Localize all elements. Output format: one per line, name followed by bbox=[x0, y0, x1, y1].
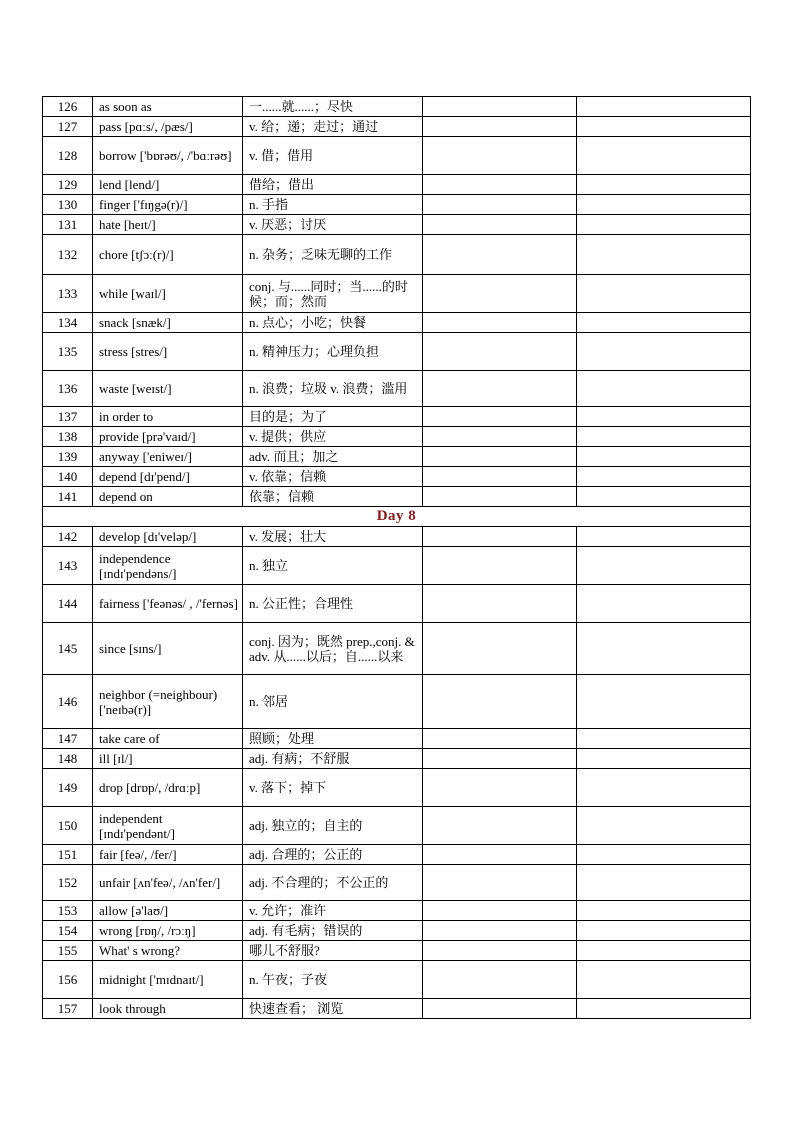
entry-meaning: 快速查看； 浏览 bbox=[243, 999, 423, 1019]
table-row bbox=[43, 371, 751, 407]
entry-number: 141 bbox=[43, 487, 93, 507]
entry-meaning: n. 手指 bbox=[243, 195, 423, 215]
entry-word: provide [prə'vaɪd/] bbox=[93, 427, 243, 447]
blank-cell-2 bbox=[577, 447, 751, 467]
entry-number: 155 bbox=[43, 941, 93, 961]
table-row bbox=[43, 749, 751, 769]
blank-cell-2 bbox=[577, 371, 751, 407]
blank-cell-1 bbox=[423, 527, 577, 547]
entry-number: 148 bbox=[43, 749, 93, 769]
entry-word: since [sɪns/] bbox=[93, 623, 243, 675]
entry-word: take care of bbox=[93, 729, 243, 749]
blank-cell-2 bbox=[577, 235, 751, 275]
entry-meaning: n. 邻居 bbox=[243, 675, 423, 729]
table-row bbox=[43, 527, 751, 547]
blank-cell-1 bbox=[423, 371, 577, 407]
entry-word: finger ['fɪŋgə(r)/] bbox=[93, 195, 243, 215]
entry-number: 134 bbox=[43, 313, 93, 333]
blank-cell-2 bbox=[577, 941, 751, 961]
table-row bbox=[43, 961, 751, 999]
entry-word: depend [dɪ'pend/] bbox=[93, 467, 243, 487]
table-row bbox=[43, 235, 751, 275]
entry-meaning: v. 落下；掉下 bbox=[243, 769, 423, 807]
table-row bbox=[43, 117, 751, 137]
blank-cell-2 bbox=[577, 547, 751, 585]
entry-number: 140 bbox=[43, 467, 93, 487]
blank-cell-2 bbox=[577, 97, 751, 117]
entry-number: 157 bbox=[43, 999, 93, 1019]
table-row bbox=[43, 333, 751, 371]
entry-word: ill [ɪl/] bbox=[93, 749, 243, 769]
entry-word: pass [pɑːs/, /pæs/] bbox=[93, 117, 243, 137]
blank-cell-2 bbox=[577, 175, 751, 195]
blank-cell-2 bbox=[577, 333, 751, 371]
blank-cell-1 bbox=[423, 961, 577, 999]
entry-word: as soon as bbox=[93, 97, 243, 117]
entry-number: 138 bbox=[43, 427, 93, 447]
blank-cell-1 bbox=[423, 999, 577, 1019]
blank-cell-2 bbox=[577, 769, 751, 807]
blank-cell-1 bbox=[423, 585, 577, 623]
blank-cell-2 bbox=[577, 585, 751, 623]
table-row bbox=[43, 769, 751, 807]
entry-meaning: v. 借；借用 bbox=[243, 137, 423, 175]
entry-number: 146 bbox=[43, 675, 93, 729]
entry-word: neighbor (=neighbour) ['neɪbə(r)] bbox=[93, 675, 243, 729]
vocabulary-table bbox=[42, 96, 751, 1019]
table-row bbox=[43, 407, 751, 427]
blank-cell-2 bbox=[577, 527, 751, 547]
entry-number: 135 bbox=[43, 333, 93, 371]
vocab-rows-after bbox=[43, 527, 751, 1019]
day-heading: Day 8 bbox=[43, 507, 751, 527]
entry-meaning: n. 点心；小吃；快餐 bbox=[243, 313, 423, 333]
entry-meaning: v. 给；递；走过；通过 bbox=[243, 117, 423, 137]
entry-word: hate [heɪt/] bbox=[93, 215, 243, 235]
blank-cell-2 bbox=[577, 999, 751, 1019]
day-section bbox=[43, 507, 751, 527]
blank-cell-2 bbox=[577, 623, 751, 675]
entry-word: chore [tʃɔː(r)/] bbox=[93, 235, 243, 275]
entry-meaning: 哪儿不舒服? bbox=[243, 941, 423, 961]
entry-number: 129 bbox=[43, 175, 93, 195]
table-row bbox=[43, 547, 751, 585]
blank-cell-2 bbox=[577, 117, 751, 137]
entry-meaning: 目的是；为了 bbox=[243, 407, 423, 427]
table-row bbox=[43, 487, 751, 507]
entry-meaning: v. 依靠；信赖 bbox=[243, 467, 423, 487]
table-row bbox=[43, 313, 751, 333]
entry-number: 143 bbox=[43, 547, 93, 585]
blank-cell-1 bbox=[423, 137, 577, 175]
blank-cell-1 bbox=[423, 729, 577, 749]
entry-number: 150 bbox=[43, 807, 93, 845]
table-row bbox=[43, 901, 751, 921]
blank-cell-1 bbox=[423, 487, 577, 507]
blank-cell-1 bbox=[423, 275, 577, 313]
blank-cell-1 bbox=[423, 769, 577, 807]
entry-number: 131 bbox=[43, 215, 93, 235]
entry-word: drop [drɒp/, /drɑːp] bbox=[93, 769, 243, 807]
entry-number: 128 bbox=[43, 137, 93, 175]
entry-meaning: n. 午夜；子夜 bbox=[243, 961, 423, 999]
blank-cell-1 bbox=[423, 427, 577, 447]
table-row bbox=[43, 941, 751, 961]
entry-word: anyway ['eniweɪ/] bbox=[93, 447, 243, 467]
blank-cell-1 bbox=[423, 467, 577, 487]
blank-cell-1 bbox=[423, 407, 577, 427]
table-row bbox=[43, 447, 751, 467]
entry-number: 156 bbox=[43, 961, 93, 999]
blank-cell-1 bbox=[423, 845, 577, 865]
entry-meaning: adv. 而且；加之 bbox=[243, 447, 423, 467]
blank-cell-1 bbox=[423, 675, 577, 729]
table-row bbox=[43, 921, 751, 941]
table-row bbox=[43, 623, 751, 675]
entry-number: 137 bbox=[43, 407, 93, 427]
entry-meaning: v. 发展；壮大 bbox=[243, 527, 423, 547]
table-row bbox=[43, 215, 751, 235]
blank-cell-1 bbox=[423, 235, 577, 275]
entry-number: 126 bbox=[43, 97, 93, 117]
entry-word: fairness ['feənəs/ , /'fernəs] bbox=[93, 585, 243, 623]
entry-meaning: v. 厌恶；讨厌 bbox=[243, 215, 423, 235]
blank-cell-1 bbox=[423, 447, 577, 467]
table-row bbox=[43, 137, 751, 175]
blank-cell-2 bbox=[577, 467, 751, 487]
entry-word: midnight ['mɪdnaɪt/] bbox=[93, 961, 243, 999]
entry-meaning: conj. 因为；既然 prep.,conj. & adv. 从......以后；自......以来 bbox=[243, 623, 423, 675]
entry-number: 144 bbox=[43, 585, 93, 623]
entry-word: fair [feə/, /fer/] bbox=[93, 845, 243, 865]
table-row bbox=[43, 999, 751, 1019]
entry-meaning: v. 允许；准许 bbox=[243, 901, 423, 921]
entry-word: waste [weɪst/] bbox=[93, 371, 243, 407]
blank-cell-1 bbox=[423, 97, 577, 117]
entry-word: while [waɪl/] bbox=[93, 275, 243, 313]
blank-cell-2 bbox=[577, 275, 751, 313]
entry-meaning: 一......就......；尽快 bbox=[243, 97, 423, 117]
entry-word: independence [ɪndɪ'pendəns/] bbox=[93, 547, 243, 585]
blank-cell-2 bbox=[577, 807, 751, 845]
blank-cell-1 bbox=[423, 175, 577, 195]
blank-cell-2 bbox=[577, 407, 751, 427]
blank-cell-1 bbox=[423, 313, 577, 333]
table-row bbox=[43, 807, 751, 845]
blank-cell-1 bbox=[423, 117, 577, 137]
blank-cell-2 bbox=[577, 215, 751, 235]
entry-word: borrow ['bɒrəʊ/, /'bɑːrəʊ] bbox=[93, 137, 243, 175]
day-heading-row bbox=[43, 507, 751, 527]
entry-number: 130 bbox=[43, 195, 93, 215]
entry-word: look through bbox=[93, 999, 243, 1019]
blank-cell-1 bbox=[423, 865, 577, 901]
entry-number: 139 bbox=[43, 447, 93, 467]
entry-meaning: n. 杂务；乏味无聊的工作 bbox=[243, 235, 423, 275]
entry-word: develop [dɪ'veləp/] bbox=[93, 527, 243, 547]
blank-cell-2 bbox=[577, 137, 751, 175]
entry-meaning: conj. 与......同时；当......的时候；而；然而 bbox=[243, 275, 423, 313]
entry-number: 147 bbox=[43, 729, 93, 749]
entry-number: 152 bbox=[43, 865, 93, 901]
entry-number: 149 bbox=[43, 769, 93, 807]
blank-cell-2 bbox=[577, 749, 751, 769]
entry-word: independent [ɪndɪ'pendənt/] bbox=[93, 807, 243, 845]
table-row bbox=[43, 585, 751, 623]
table-row bbox=[43, 175, 751, 195]
entry-meaning: v. 提供；供应 bbox=[243, 427, 423, 447]
entry-meaning: adj. 有毛病；错误的 bbox=[243, 921, 423, 941]
entry-number: 154 bbox=[43, 921, 93, 941]
vocab-rows-before bbox=[43, 97, 751, 507]
entry-meaning: n. 浪费；垃圾 v. 浪费；滥用 bbox=[243, 371, 423, 407]
entry-number: 136 bbox=[43, 371, 93, 407]
blank-cell-2 bbox=[577, 921, 751, 941]
blank-cell-2 bbox=[577, 845, 751, 865]
entry-number: 132 bbox=[43, 235, 93, 275]
table-row bbox=[43, 97, 751, 117]
blank-cell-1 bbox=[423, 921, 577, 941]
entry-meaning: n. 公正性；合理性 bbox=[243, 585, 423, 623]
entry-meaning: 依靠；信赖 bbox=[243, 487, 423, 507]
entry-word: in order to bbox=[93, 407, 243, 427]
blank-cell-2 bbox=[577, 487, 751, 507]
entry-number: 145 bbox=[43, 623, 93, 675]
blank-cell-2 bbox=[577, 901, 751, 921]
table-row bbox=[43, 427, 751, 447]
entry-meaning: 照顾；处理 bbox=[243, 729, 423, 749]
blank-cell-2 bbox=[577, 961, 751, 999]
entry-meaning: adj. 不合理的；不公正的 bbox=[243, 865, 423, 901]
blank-cell-1 bbox=[423, 195, 577, 215]
blank-cell-1 bbox=[423, 941, 577, 961]
entry-word: wrong [rɒŋ/, /rɔːŋ] bbox=[93, 921, 243, 941]
blank-cell-2 bbox=[577, 195, 751, 215]
entry-number: 153 bbox=[43, 901, 93, 921]
blank-cell-1 bbox=[423, 807, 577, 845]
blank-cell-2 bbox=[577, 729, 751, 749]
blank-cell-1 bbox=[423, 333, 577, 371]
table-row bbox=[43, 729, 751, 749]
entry-meaning: adj. 合理的；公正的 bbox=[243, 845, 423, 865]
blank-cell-1 bbox=[423, 901, 577, 921]
entry-word: unfair [ʌn'feə/, /ʌn'fer/] bbox=[93, 865, 243, 901]
blank-cell-1 bbox=[423, 749, 577, 769]
entry-word: snack [snæk/] bbox=[93, 313, 243, 333]
entry-number: 127 bbox=[43, 117, 93, 137]
entry-meaning: adj. 有病；不舒服 bbox=[243, 749, 423, 769]
table-row bbox=[43, 467, 751, 487]
entry-word: What' s wrong? bbox=[93, 941, 243, 961]
entry-meaning: adj. 独立的；自主的 bbox=[243, 807, 423, 845]
entry-meaning: 借给；借出 bbox=[243, 175, 423, 195]
entry-number: 142 bbox=[43, 527, 93, 547]
blank-cell-2 bbox=[577, 675, 751, 729]
blank-cell-2 bbox=[577, 865, 751, 901]
table-row bbox=[43, 195, 751, 215]
entry-number: 133 bbox=[43, 275, 93, 313]
entry-meaning: n. 精神压力；心理负担 bbox=[243, 333, 423, 371]
blank-cell-1 bbox=[423, 623, 577, 675]
table-row bbox=[43, 275, 751, 313]
table-row bbox=[43, 675, 751, 729]
blank-cell-1 bbox=[423, 547, 577, 585]
entry-number: 151 bbox=[43, 845, 93, 865]
entry-word: stress [stres/] bbox=[93, 333, 243, 371]
entry-word: lend [lend/] bbox=[93, 175, 243, 195]
blank-cell-2 bbox=[577, 313, 751, 333]
blank-cell-2 bbox=[577, 427, 751, 447]
table-row bbox=[43, 865, 751, 901]
entry-meaning: n. 独立 bbox=[243, 547, 423, 585]
blank-cell-1 bbox=[423, 215, 577, 235]
table-row bbox=[43, 845, 751, 865]
entry-word: depend on bbox=[93, 487, 243, 507]
entry-word: allow [ə'laʊ/] bbox=[93, 901, 243, 921]
